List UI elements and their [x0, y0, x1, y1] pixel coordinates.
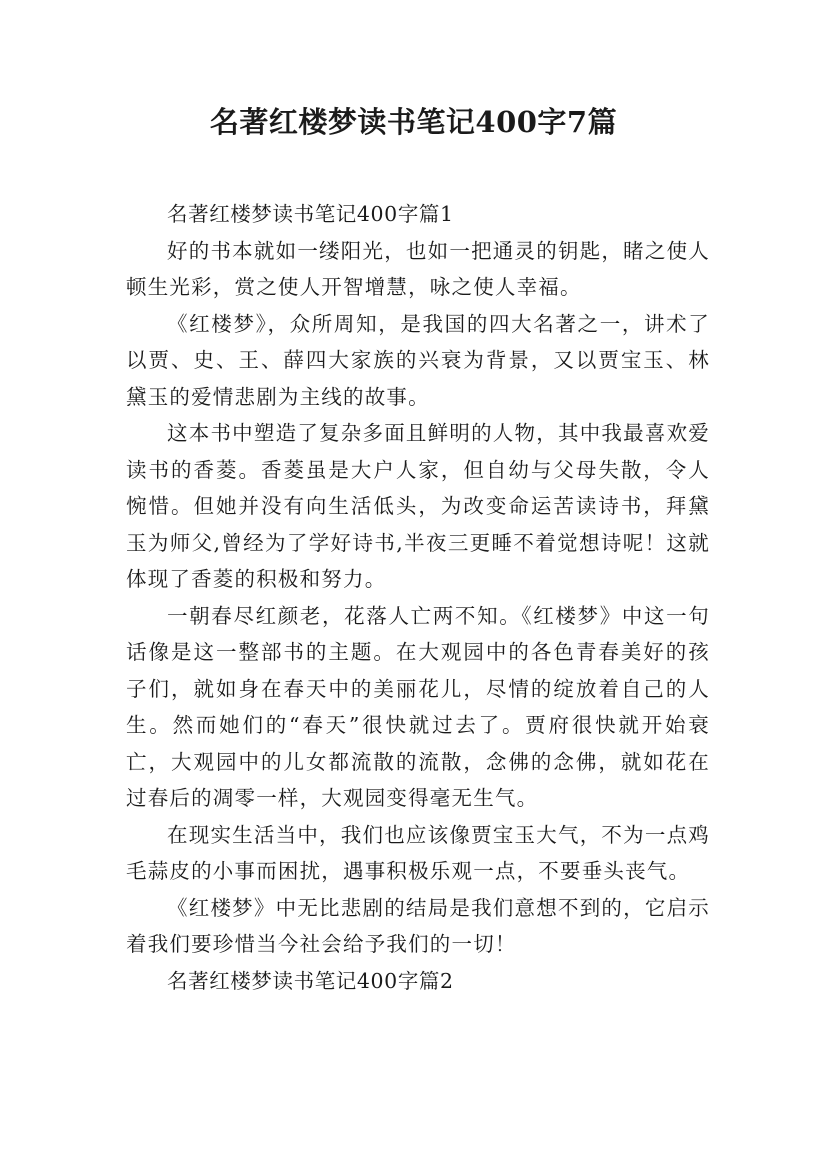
paragraph: 在现实生活当中，我们也应该像贾宝玉大气，不为一点鸡毛蒜皮的小事而困扰，遇事积极乐观一点，不要垂头丧气。 — [126, 822, 710, 883]
paragraph: 《红楼梦》中无比悲剧的结局是我们意想不到的，它启示着我们要珍惜当今社会给予我们的一切！ — [126, 895, 710, 956]
paragraph: 一朝春尽红颜老，花落人亡两不知。《红楼梦》中这一句话像是这一整部书的主题。在大观园中的各色青春美好的孩子们，就如身在春天中的美丽花儿，尽情的绽放着自己的人生。然而她们的“春天”很快就过去了。贾府很快就开始衰亡，大观园中的儿女都流散的流散，念佛的念佛，就如花在过春后的凋零一样，大观园变得毫无生气。 — [126, 603, 710, 810]
section-heading: 名著红楼梦读书笔记400字篇2 — [167, 968, 454, 993]
paragraph: 好的书本就如一缕阳光，也如一把通灵的钥匙，睹之使人顿生光彩，赏之使人开智增慧，咏之使人幸福。 — [126, 238, 710, 299]
paragraph: 《红楼梦》，众所周知，是我国的四大名著之一，讲术了以贾、史、王、薛四大家族的兴衰为背景，又以贾宝玉、林黛玉的爱情悲剧为主线的故事。 — [126, 311, 710, 409]
section-heading: 名著红楼梦读书笔记400字篇1 — [167, 202, 454, 226]
document-body — [126, 196, 710, 999]
document-title: 名著红楼梦读书笔记400字7篇 — [209, 105, 618, 139]
paragraph: 这本书中塑造了复杂多面且鲜明的人物，其中我最喜欢爱读书的香菱。香菱虽是大户人家，但自幼与父母失散，令人惋惜。但她并没有向生活低头，为改变命运苦读诗书，拜黛玉为师父,曾经为了学好诗书,半夜三更睡不着觉想诗呢！这就体现了香菱的积极和努力。 — [126, 421, 710, 591]
